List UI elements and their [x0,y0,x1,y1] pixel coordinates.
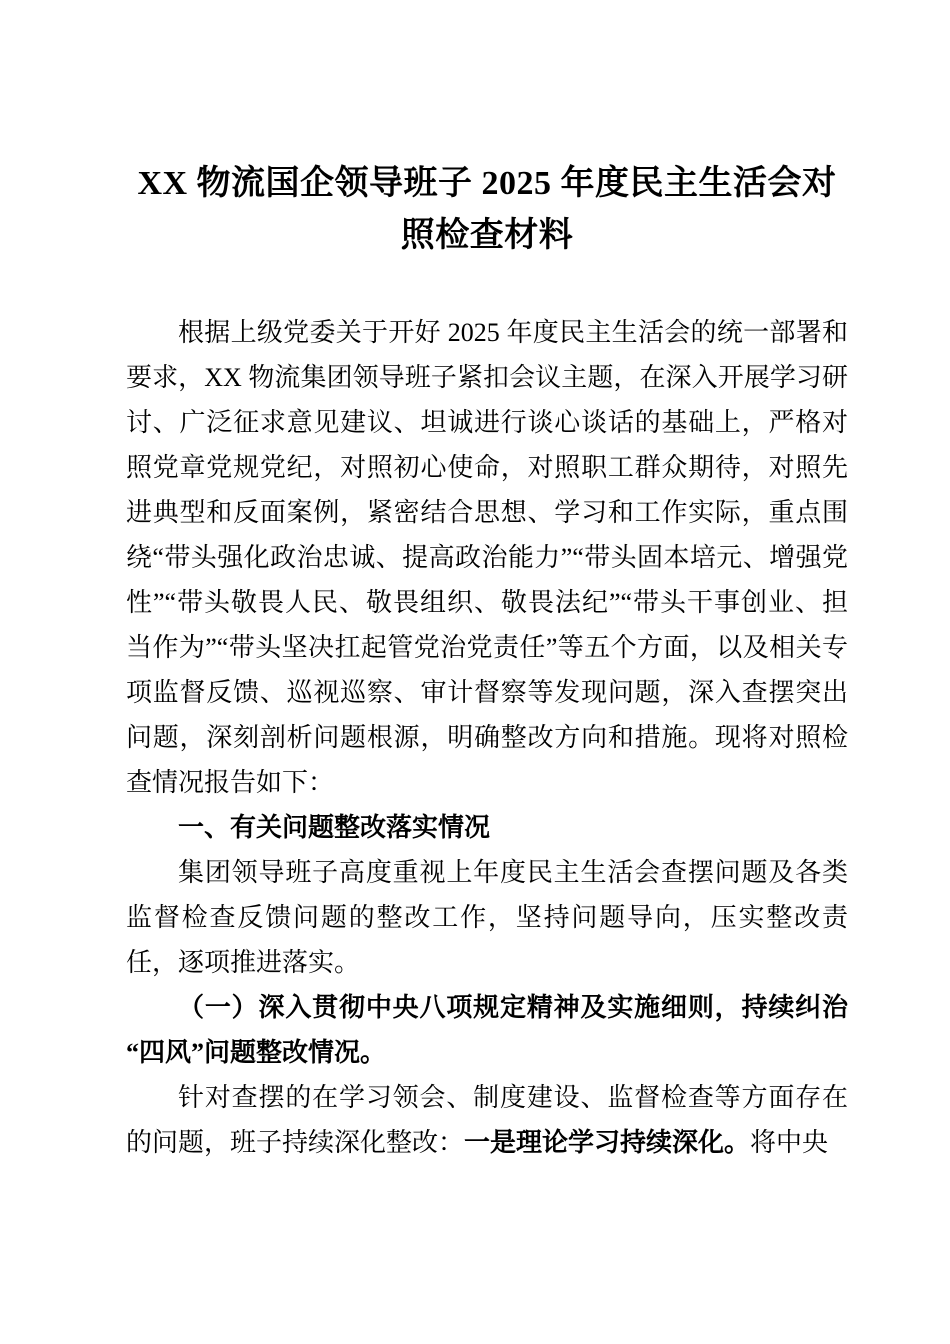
paragraph-text-before-emphasis: 针对查摆的在学习领会、制度建设、监督检查等方面存在的问题，班子持续深化整改： [126,1083,848,1157]
section-1-heading: 一、有关问题整改落实情况 [178,812,491,842]
emphasis-text: 一是理论学习持续深化。 [464,1128,751,1157]
section-1-paragraph: 集团领导班子高度重视上年度民主生活会查摆问题及各类监督检查反馈问题的整改工作，坚持问题导向，压实整改责任，逐项推进落实。 [126,858,848,977]
subsection-1-heading: （一）深入贯彻中央八项规定精神及实施细则，持续纠治“四风”问题整改情况。 [126,993,848,1067]
paragraph-text-after-emphasis: 将中央 [750,1128,829,1157]
intro-paragraph: 根据上级党委关于开好 2025 年度民主生活会的统一部署和要求，XX 物流集团领导班子紧扣会议主题，在深入开展学习研讨、广泛征求意见建议、坦诚进行谈心谈话的基础上，严格对照党章党规党纪，对照初心使命，对照职工群众期待，对照先进典型和反面案例，紧密结合思想、学习和工作实际，重点围绕“带头强化政治忠诚、提高政治能力”“带头固本培元、增强党性”“带头敬畏人民、敬畏组织、敬畏法纪”“带头干事创业、担当作为”“带头坚决扛起管党治党责任”等五个方面，以及相关专项监督反馈、巡视巡察、审计督察等发现问题，深入查摆突出问题，深刻剖析问题根源，明确整改方向和措施。现将对照检查情况报告如下： [126,318,848,797]
document-content [126,158,848,1165]
subsection-1-paragraph [126,1075,848,1165]
document-title: XX 物流国企领导班子 2025 年度民主生活会对照检查材料 [137,165,837,254]
